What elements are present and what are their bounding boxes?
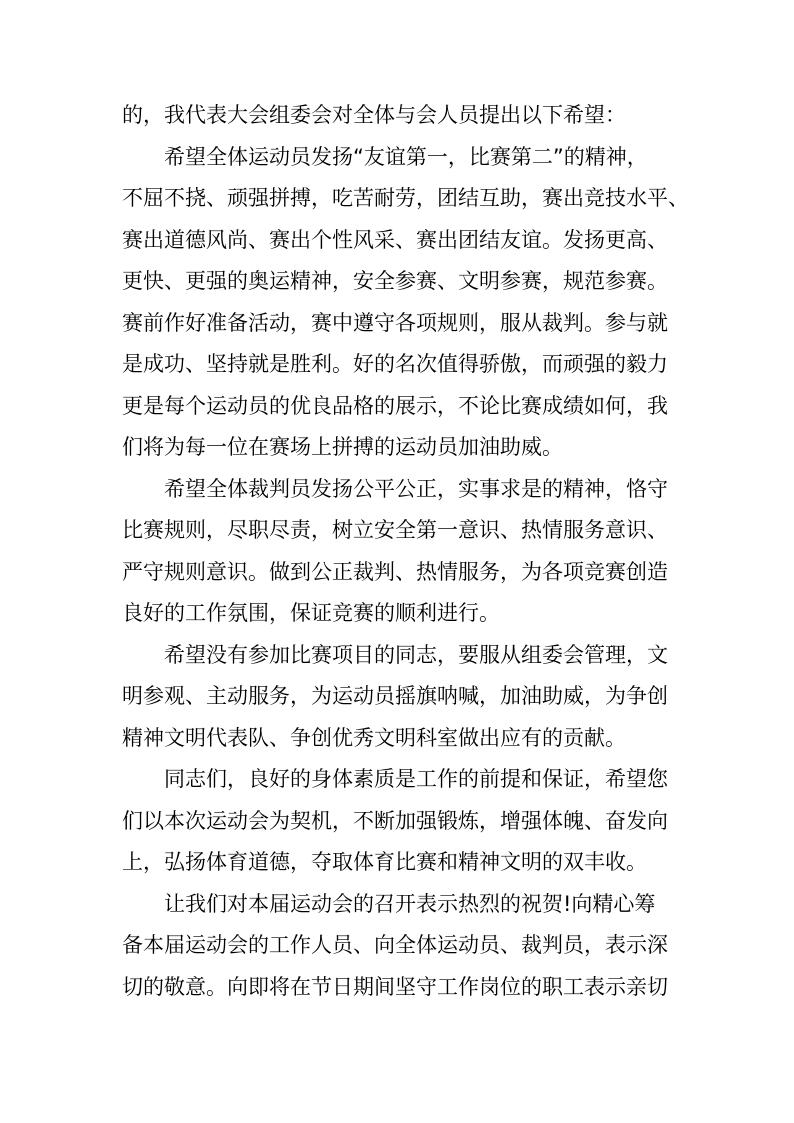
text-line: 备本届运动会的工作人员、向全体运动员、裁判员，表示深 (122, 933, 668, 957)
paragraph-start-line: 希望没有参加比赛项目的同志，要服从组委会管理，文 (164, 642, 668, 667)
text-line: 更是每个运动员的优良品格的展示，不论比赛成绩如何，我 (122, 393, 668, 418)
text-line: 们将为每一位在赛场上拼搏的运动员加油助威。 (122, 435, 563, 459)
text-line: 比赛规则，尽职尽责，树立安全第一意识、热情服务意识、 (122, 518, 668, 542)
text-line: 更快、更强的奥运精神，安全参赛、文明参赛，规范参赛。 (122, 269, 668, 293)
text-line: 严守规则意识。做到公正裁判、热情服务，为各项竞赛创造 (122, 559, 668, 584)
text-line: 切的敬意。向即将在节日期间坚守工作岗位的职工表示亲切 (122, 974, 668, 999)
text-line: 的，我代表大会组委会对全体与会人员提出以下希望： (122, 103, 626, 127)
text-line: 不屈不挠、顽强拼搏，吃苦耐劳，团结互助，赛出竞技水平、 (122, 186, 689, 210)
paragraph-start-line: 让我们对本届运动会的召开表示热烈的祝贺!向精心筹 (164, 891, 656, 916)
text-line: 们以本次运动会为契机，不断加强锻炼，增强体魄、奋发向 (122, 808, 668, 833)
text-line: 是成功、坚持就是胜利。好的名次值得骄傲，而顽强的毅力 (122, 352, 668, 376)
text-line: 精神文明代表队、争创优秀文明科室做出应有的贡献。 (122, 725, 626, 750)
body-text (122, 95, 692, 1008)
paragraph-start-line: 同志们，良好的身体素质是工作的前提和保证，希望您 (164, 767, 668, 791)
text-line: 上，弘扬体育道德，夺取体育比赛和精神文明的双丰收。 (122, 850, 647, 874)
paragraph-start-line: 希望全体运动员发扬“友谊第一，比赛第二”的精神， (164, 144, 648, 169)
text-line: 明参观、主动服务，为运动员摇旗呐喊，加油助威，为争创 (122, 684, 668, 708)
text-line: 赛前作好准备活动，赛中遵守各项规则，服从裁判。参与就 (122, 310, 668, 335)
text-line: 赛出道德风尚、赛出个性风采、赛出团结友谊。发扬更高、 (122, 227, 668, 252)
text-line: 良好的工作氛围，保证竞赛的顺利进行。 (122, 601, 500, 625)
paragraph-start-line: 希望全体裁判员发扬公平公正，实事求是的精神，恪守 (164, 476, 668, 501)
